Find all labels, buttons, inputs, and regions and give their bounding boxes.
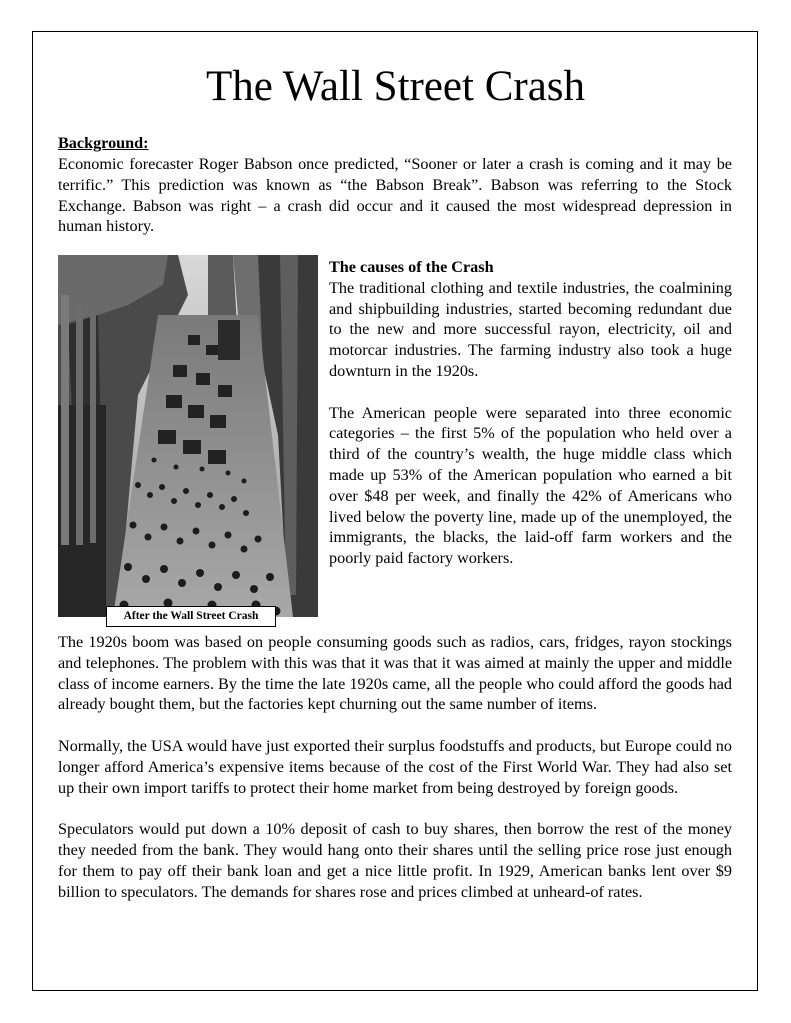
photo-caption: After the Wall Street Crash [106,606,276,627]
crowd-photo-illustration [58,255,318,617]
causes-paragraph-1: The traditional clothing and textile industries, the coalmining and shipbuilding industries, started becoming redundant due to the new and more successful rayon, electricity, oil and motorcar industries. The farming industry also took a huge downturn in the 1920s. [329,278,732,380]
background-heading: Background: [58,134,149,152]
background-section [58,154,732,237]
causes-paragraph-2: The American people were separated into three economic categories – the first 5% of the population who held over a third of the country’s wealth, the huge middle class which made up 53% of the American population who earned a bit over $48 per week, and finally the 42% of Americans who lived below the poverty line, made up of the unemployed, the immigrants, the blacks, the laid-off farm workers and the poorly paid factory workers. [329,403,732,568]
wall-street-crowd-photo [58,255,318,617]
body-section [58,632,732,902]
background-paragraph: Economic forecaster Roger Babson once predicted, “Sooner or later a crash is coming and it may be terrific.” This prediction was known as “the Babson Break”. Babson was referring to the Stock Exchange. Babson was right – a crash did occur and it caused the most widespread depression in human history. [58,155,732,236]
body-paragraph-3: Speculators would put down a 10% deposit of cash to buy shares, then borrow the rest of the money they needed from the bank. They would hang onto their shares until the selling price rose just enough for them to pay off their bank loan and get a nice little profit. In 1929, American banks lent over $9 billion to speculators. The demands for shares rose and prices climbed at unheard-of rates. [58,820,732,901]
page-title: The Wall Street Crash [205,63,586,110]
body-paragraph-1: The 1920s boom was based on people consuming goods such as radios, cars, fridges, rayon stockings and telephones. The problem with this was that it was that it was aimed at mainly the upper and middle class of income earners. By the time the late 1920s came, all the people who could afford the goods had already bought them, but the factories kept churning out the same number of items. [58,633,732,714]
body-paragraph-2: Normally, the USA would have just exported their surplus foodstuffs and products, but Europe could no longer afford America’s expensive items because of the cost of the First World War. They had also set up their own import tariffs to protect their home market from being destroyed by foreign goods. [58,736,732,797]
causes-section [329,257,732,590]
causes-heading: The causes of the Crash [329,258,494,276]
